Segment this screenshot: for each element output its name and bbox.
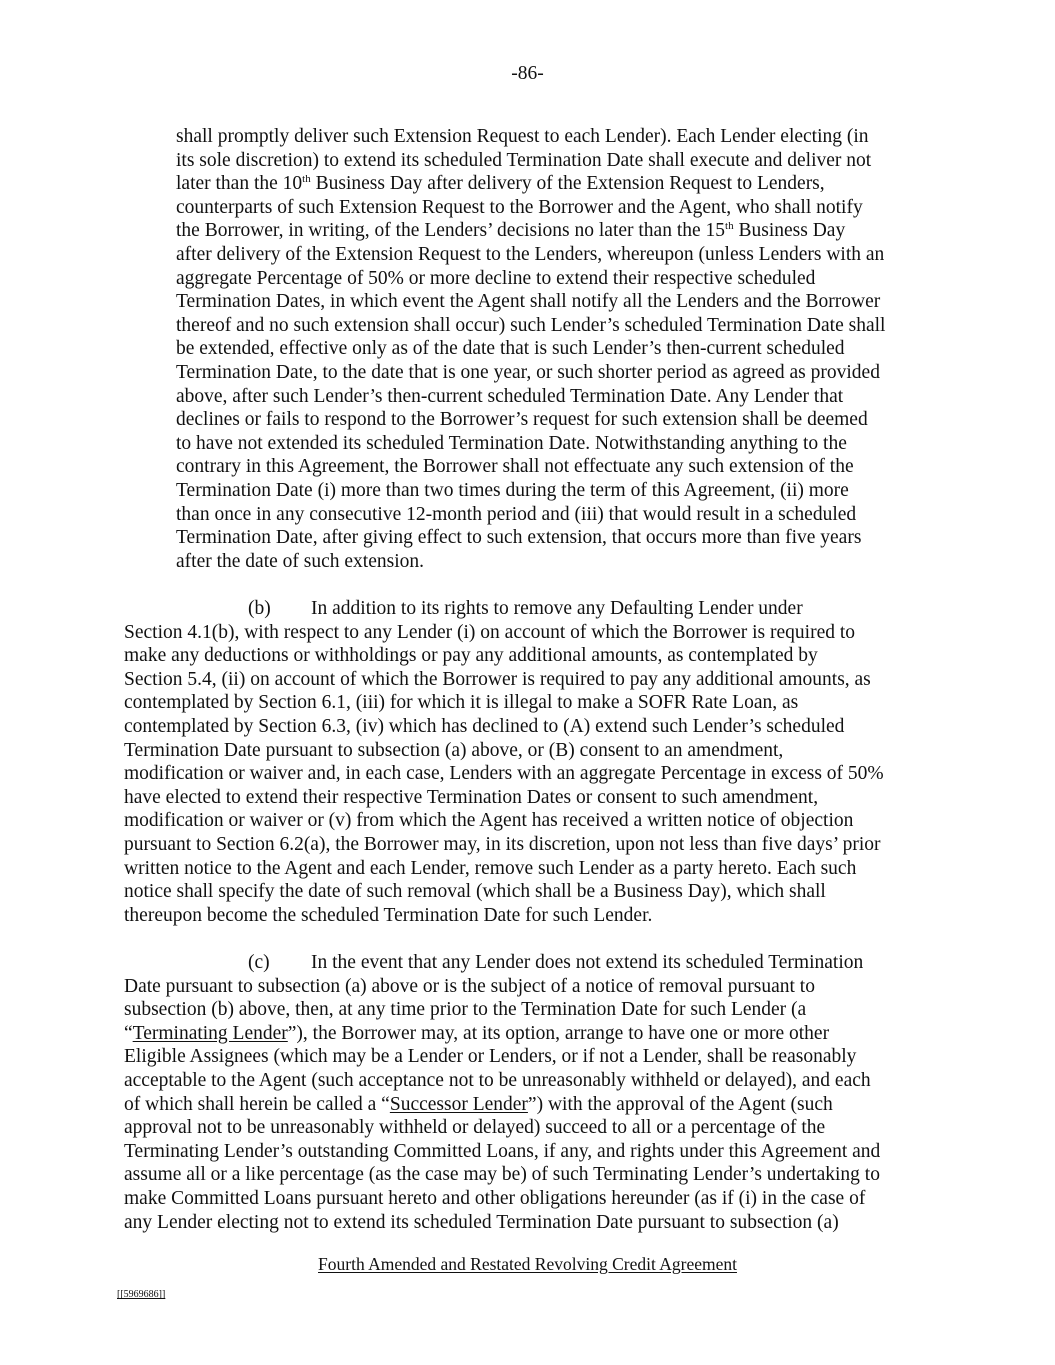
text-line: aggregate Percentage of 50% or more decline to extend their respective scheduled — [176, 267, 816, 289]
text-line: written notice to the Agent and each Lender, remove such Lender as a party hereto. Each such — [124, 857, 857, 879]
text-run: Business Day — [733, 220, 846, 242]
text-run: Business Day after delivery of the Extension Request to Lenders, — [310, 173, 825, 195]
defined-term-terminating-lender: Terminating Lender — [132, 1022, 288, 1044]
text-line: modification or waiver or (v) from which the Agent has received a written notice of objection — [124, 810, 854, 832]
text-line: Termination Date, after giving effect to such extension, that occurs more than five years — [176, 527, 862, 549]
text-line: above, after such Lender’s then-current scheduled Termination Date. Any Lender that — [176, 385, 844, 407]
text-line: Eligible Assignees (which may be a Lender or Lenders, or if not a Lender, shall be reasonably — [124, 1046, 857, 1068]
text-line: approval not to be unreasonably withheld or delayed) succeed to all or a percentage of the — [124, 1117, 826, 1139]
text-line: Terminating Lender’s outstanding Committed Loans, if any, and rights under this Agreement and — [124, 1140, 881, 1162]
text-line: pursuant to Section 6.2(a), the Borrower may, in its discretion, upon not less than five days’ prior — [124, 833, 881, 855]
paragraph-b — [124, 597, 884, 927]
text-line: contemplated by Section 6.1, (iii) for which it is illegal to make a SOFR Rate Loan, as — [124, 692, 799, 714]
document-id: [[5969686]] — [117, 1289, 166, 1300]
text-run: “ — [124, 1022, 133, 1044]
paragraph-label: (c) — [248, 952, 270, 973]
text-run: of which shall herein be called a “ — [124, 1093, 390, 1115]
footer-document-title — [0, 1253, 1055, 1275]
text-line: thereupon become the scheduled Termination Date for such Lender. — [124, 904, 653, 926]
text-line: Section 5.4, (ii) on account of which the Borrower is required to pay any additional amounts, as — [124, 668, 871, 690]
text-line: notice shall specify the date of such removal (which shall be a Business Day), which shall — [124, 881, 826, 903]
defined-term-successor-lender: Successor Lender — [389, 1093, 528, 1115]
text-line: make Committed Loans pursuant hereto and other obligations hereunder (as if (i) in the case of — [124, 1187, 866, 1209]
text-line: Termination Date, to the date that is one year, or such shorter period as agreed as provided — [176, 361, 880, 383]
text-line: Termination Date pursuant to subsection (a) above, or (B) consent to an amendment, — [124, 739, 784, 761]
text-line: acceptable to the Agent (such acceptance not to be unreasonably withheld or delayed), and each — [124, 1069, 871, 1091]
paragraph-a-continuation — [176, 125, 885, 573]
text-line: make any deductions or withholdings or pay any additional amounts, as contemplated by — [124, 645, 818, 667]
text-run: later than the 10 — [176, 173, 303, 195]
text-run: ”), the Borrower may, at its option, arrange to have one or more other — [287, 1022, 830, 1044]
paragraph-c — [124, 951, 880, 1234]
text-run: the Borrower, in writing, of the Lenders’ decisions no later than the 15 — [176, 220, 726, 242]
text-line: any Lender electing not to extend its scheduled Termination Date pursuant to subsection (a) — [124, 1211, 839, 1233]
text-line: Date pursuant to subsection (a) above or is the subject of a notice of removal pursuant to — [124, 975, 815, 997]
text-line: counterparts of such Extension Request to the Borrower and the Agent, who shall notify — [176, 196, 863, 218]
footer-title-text: Fourth Amended and Restated Revolving Credit Agreement — [318, 1254, 737, 1274]
text-line: modification or waiver and, in each case, Lenders with an aggregate Percentage in excess of 50% — [124, 763, 884, 785]
text-line — [176, 219, 885, 243]
text-line: declines or fails to respond to the Borrower’s request for such extension shall be deemed — [176, 409, 868, 431]
page-number: -86- — [511, 63, 544, 84]
text-line: after the date of such extension. — [176, 550, 424, 572]
text-line: after delivery of the Extension Request to the Lenders, whereupon (unless Lenders with an — [176, 243, 885, 265]
text-line: thereof and no such extension shall occur) such Lender’s scheduled Termination Date shall — [176, 314, 886, 336]
text-line — [124, 951, 880, 975]
text-line: be extended, effective only as of the date that is such Lender’s then-current scheduled — [176, 338, 845, 360]
text-line: subsection (b) above, then, at any time prior to the Termination Date for such Lender (a — [124, 999, 807, 1021]
text-line — [176, 172, 885, 196]
text-line: than once in any consecutive 12-month period and (iii) that would result in a scheduled — [176, 503, 857, 525]
text-line — [124, 1093, 880, 1117]
text-run: ”) with the approval of the Agent (such — [527, 1093, 833, 1115]
text-line: its sole discretion) to extend its scheduled Termination Date shall execute and deliver not — [176, 149, 872, 171]
text-run: In the event that any Lender does not extend its scheduled Termination — [311, 952, 864, 973]
text-line: Termination Dates, in which event the Agent shall notify all the Lenders and the Borrower — [176, 291, 881, 313]
text-line: Termination Date (i) more than two times during the term of this Agreement, (ii) more — [176, 479, 849, 501]
text-line: shall promptly deliver such Extension Request to each Lender). Each Lender electing (in — [176, 126, 869, 147]
text-line: contemplated by Section 6.3, (iv) which has declined to (A) extend such Lender’s scheduled — [124, 715, 845, 737]
ordinal-superscript: th — [302, 173, 311, 186]
text-line: Section 4.1(b), with respect to any Lender (i) on account of which the Borrower is required to — [124, 621, 856, 643]
text-line: have elected to extend their respective Termination Dates or consent to such amendment, — [124, 786, 819, 808]
ordinal-superscript: th — [725, 220, 734, 233]
text-line: to have not extended its scheduled Termination Date. Notwithstanding anything to the — [176, 432, 847, 454]
text-line — [124, 597, 884, 621]
text-run: In addition to its rights to remove any Defaulting Lender under — [311, 598, 803, 619]
text-line: assume all or a like percentage (as the case may be) of such Terminating Lender’s undertaking to — [124, 1164, 880, 1186]
text-line — [124, 1022, 880, 1046]
paragraph-label: (b) — [248, 598, 271, 619]
text-line: contrary in this Agreement, the Borrower shall not effectuate any such extension of the — [176, 456, 854, 478]
